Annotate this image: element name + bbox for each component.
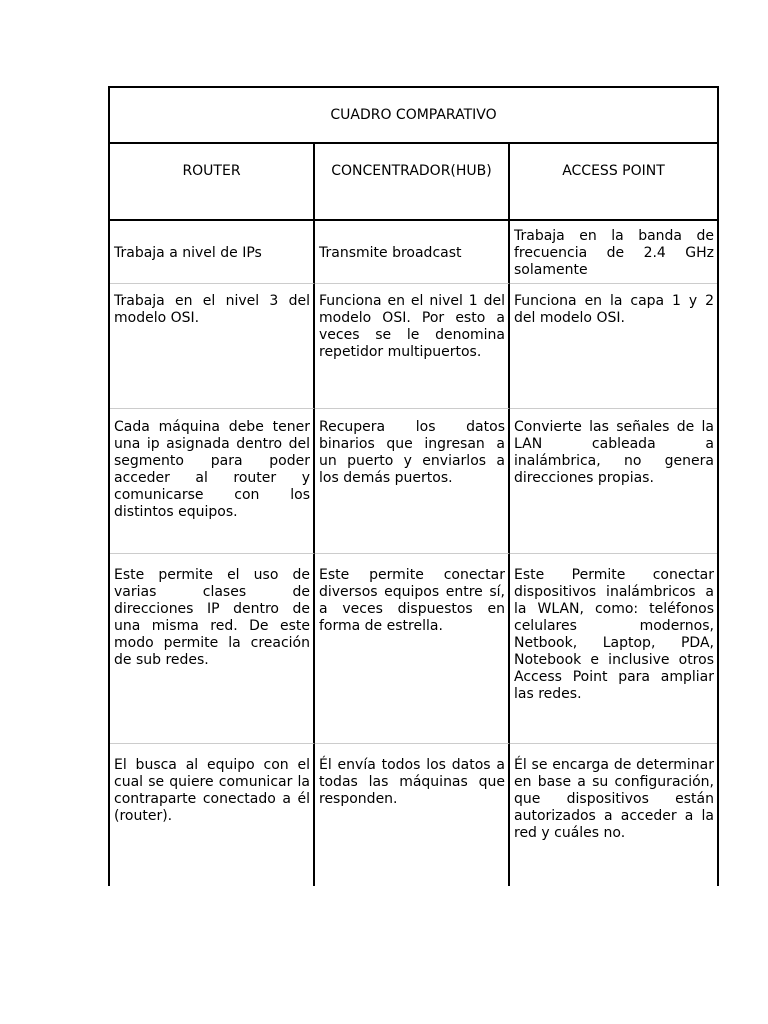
- cell-text: Trabaja a nivel de IPs: [114, 245, 262, 261]
- table-cell: [110, 221, 315, 284]
- cell-text: Transmite broadcast: [319, 245, 462, 261]
- table-cell: Este permite el uso de varias clases de direcciones IP dentro de una misma red. De este modo permite la creación de sub redes.: [110, 554, 315, 744]
- table-cell: Trabaja en el nivel 3 del modelo OSI.: [110, 284, 315, 409]
- table-title: CUADRO COMPARATIVO: [108, 86, 719, 144]
- table-cell: Este permite conectar diversos equipos entre sí, a veces dispuestos en forma de estrella.: [315, 554, 510, 744]
- table-cell: [315, 221, 510, 284]
- header-router: ROUTER: [110, 144, 315, 221]
- table-cell: Este Permite conectar dispositivos inalámbricos a la WLAN, como: teléfonos celulares modernos, Netbook, Laptop, PDA, Notebook e inclusive otros Access Point para ampliar las redes.: [510, 554, 717, 744]
- table-cell: Recupera los datos binarios que ingresan a un puerto y enviarlos a los demás puertos.: [315, 409, 510, 554]
- header-hub: CONCENTRADOR(HUB): [315, 144, 510, 221]
- table-cell: El busca al equipo con el cual se quiere comunicar la contraparte conectado a él (router).: [110, 744, 315, 886]
- table-grid: [108, 144, 719, 886]
- table-cell: Él se encarga de determinar en base a su configuración, que dispositivos están autorizados a acceder a la red y cuáles no.: [514, 757, 714, 841]
- table-cell: Cada máquina debe tener una ip asignada dentro del segmento para poder acceder al router y comunicarse con los distintos equipos.: [110, 409, 315, 554]
- comparison-table: [108, 86, 719, 886]
- table-cell: Funciona en la capa 1 y 2 del modelo OSI.: [510, 284, 717, 409]
- table-cell: Convierte las señales de la LAN cableada a inalámbrica, no genera direcciones propias.: [510, 409, 717, 554]
- table-cell: Funciona en el nivel 1 del modelo OSI. Por esto a veces se le denomina repetidor multipuertos.: [315, 284, 510, 409]
- cell-text: Trabaja en la banda de frecuencia de 2.4 GHz solamente: [514, 228, 714, 278]
- table-cell: Él envía todos los datos a todas las máquinas que responden.: [315, 744, 510, 886]
- header-access-point: ACCESS POINT: [510, 144, 717, 221]
- table-cell: [510, 221, 717, 284]
